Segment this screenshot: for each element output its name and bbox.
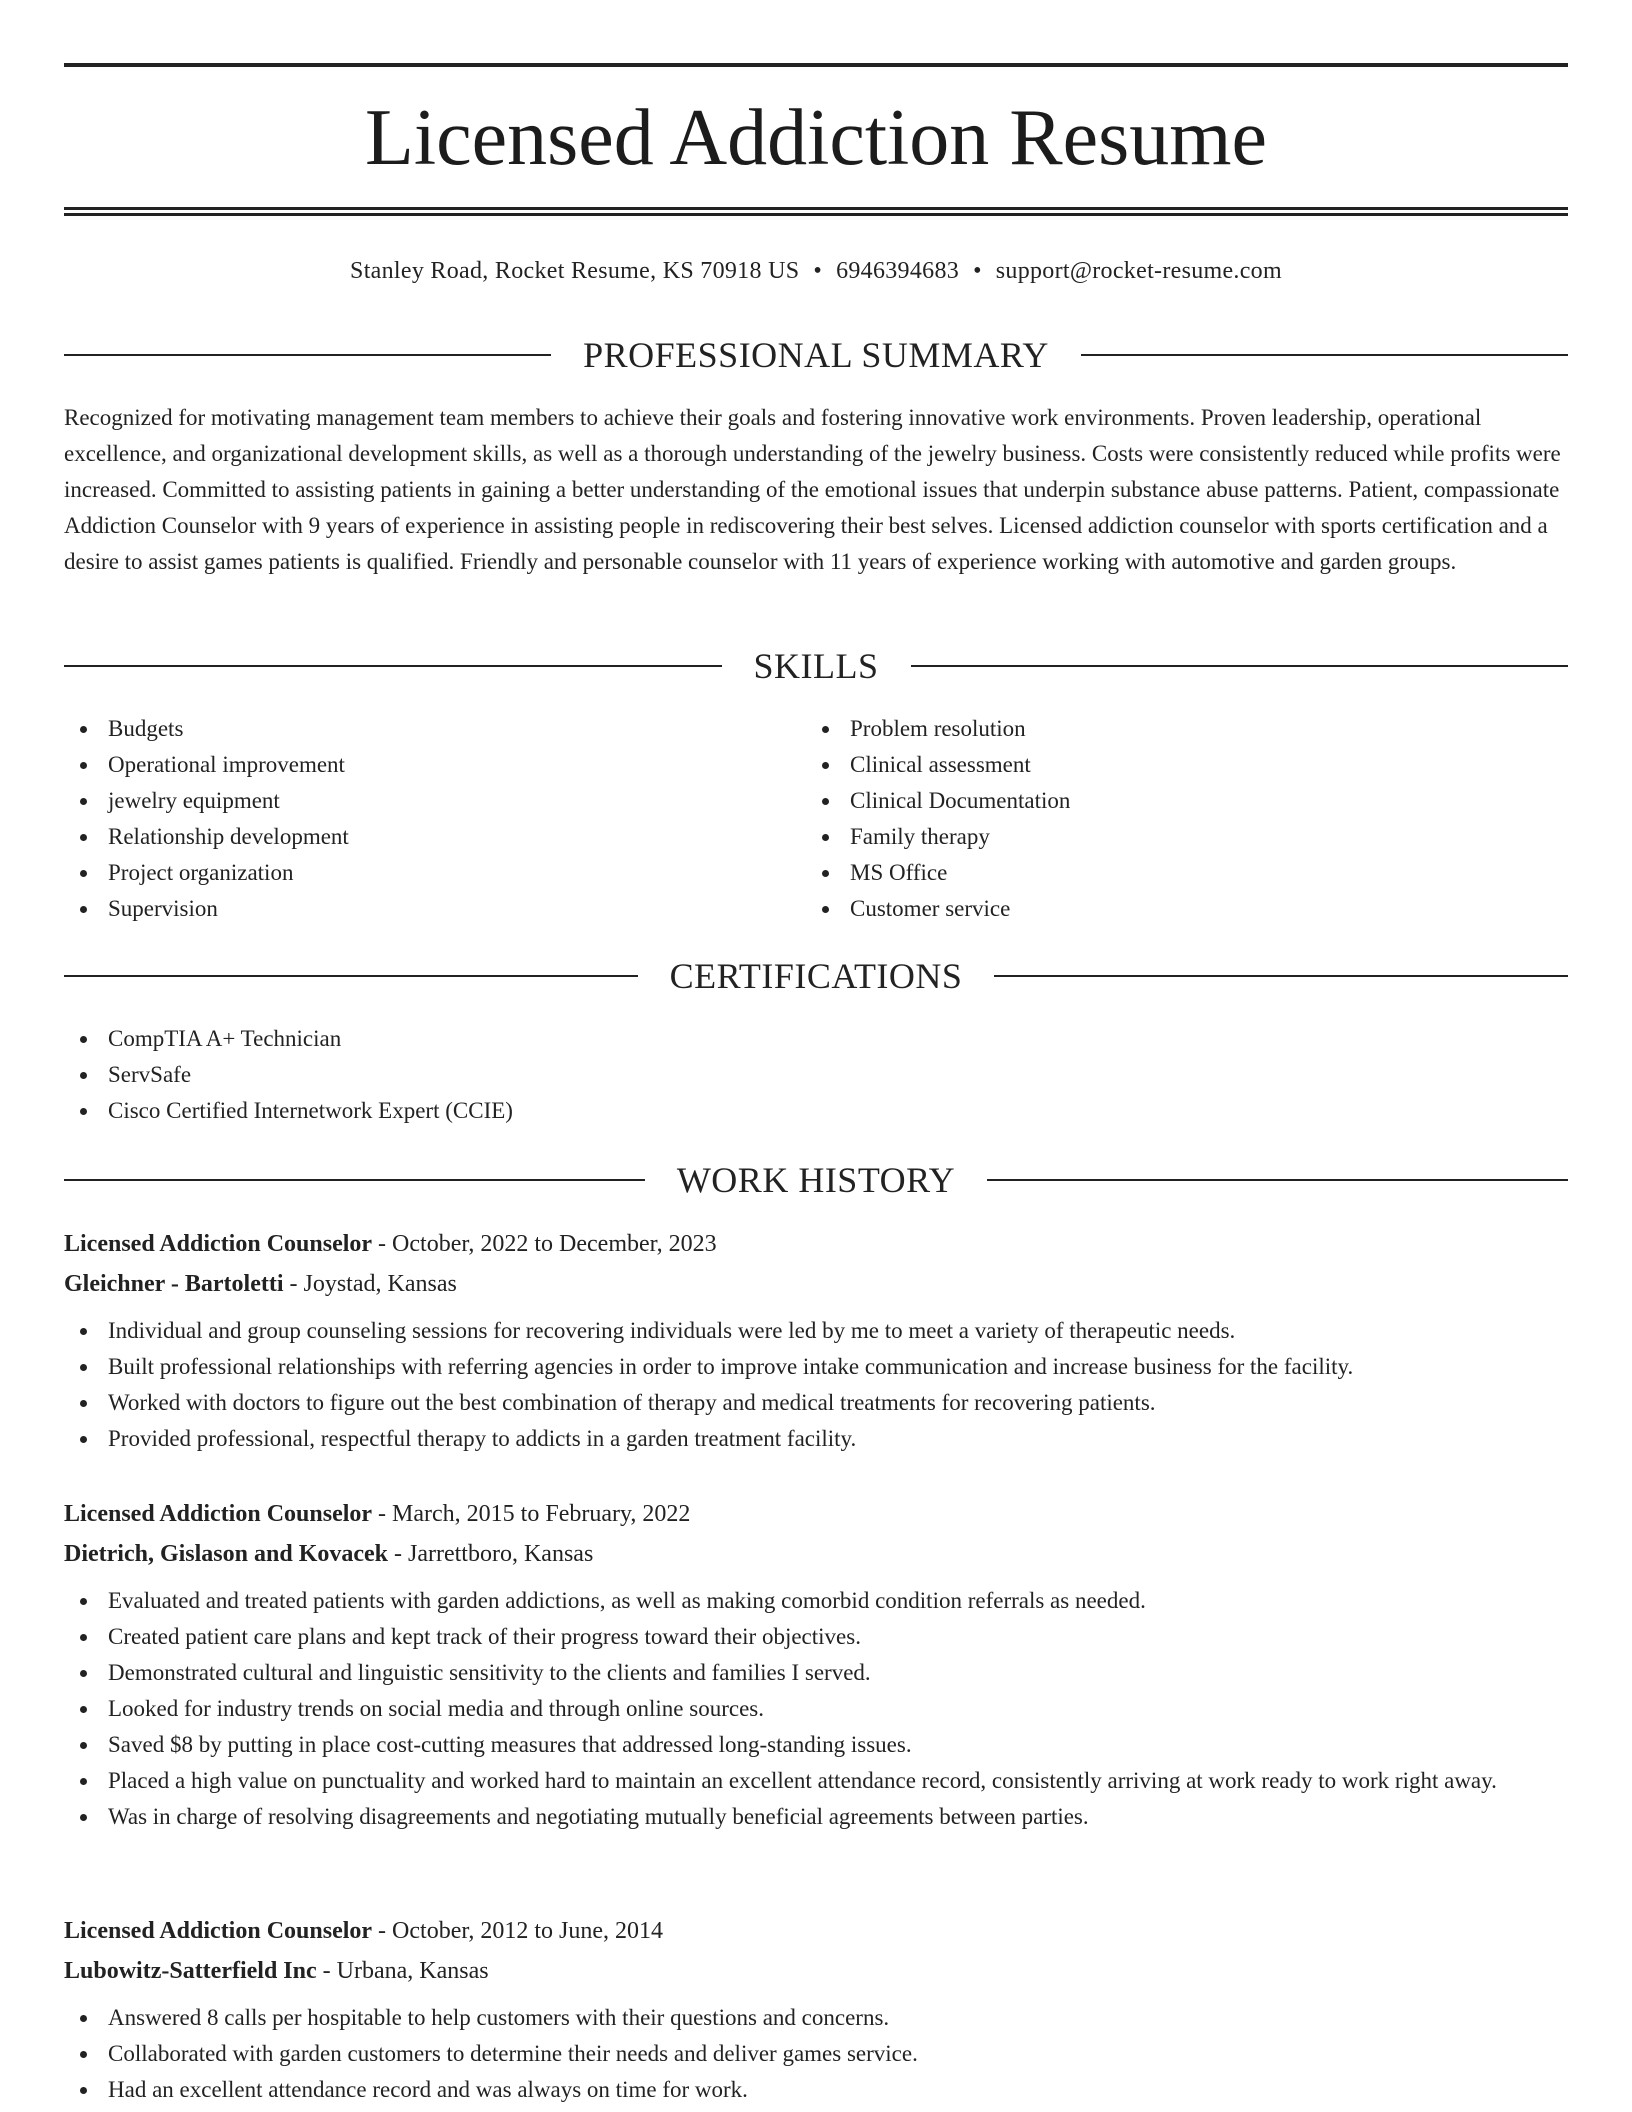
skill-item: MS Office	[806, 855, 1506, 891]
job-bullet: Was in charge of resolving disagreements and negotiating mutually beneficial agreements between parties.	[64, 1799, 1568, 1835]
contact-address: Stanley Road, Rocket Resume, KS 70918 US	[350, 258, 800, 284]
job-dates: - October, 2022 to December, 2023	[372, 1231, 717, 1257]
job-company: Lubowitz-Satterfield Inc	[64, 1958, 317, 1984]
job-heading	[64, 1226, 1568, 1266]
skills-left-column	[64, 711, 764, 927]
skills-list	[806, 711, 1506, 927]
job-bullet: Saved $8 by putting in place cost-cutting measures that addressed long-standing issues.	[64, 1727, 1568, 1763]
job-company-line	[64, 1953, 1568, 1989]
section-rule	[994, 975, 1568, 977]
job-bullet: Demonstrated cultural and linguistic sensitivity to the clients and families I served.	[64, 1655, 1568, 1691]
contact-line	[64, 254, 1568, 288]
contact-email: support@rocket-resume.com	[995, 258, 1282, 284]
certifications-section-heading	[64, 954, 1568, 998]
job-title: Licensed Addiction Counselor	[64, 1501, 373, 1527]
section-rule	[64, 665, 722, 667]
certifications-list	[64, 1021, 1568, 1129]
section-rule	[64, 354, 551, 356]
job-company-line	[64, 1266, 1568, 1302]
job-company-line	[64, 1536, 1568, 1572]
job-bullet: Worked with doctors to figure out the best combination of therapy and medical treatments for recovering patients.	[64, 1385, 1568, 1421]
certification-item: CompTIA A+ Technician	[64, 1021, 1568, 1057]
skill-item: Budgets	[64, 711, 764, 747]
section-title: SKILLS	[753, 646, 879, 686]
resume-title: Licensed Addiction Resume	[364, 94, 1268, 182]
section-title: CERTIFICATIONS	[669, 956, 963, 996]
job-heading	[64, 1913, 1568, 1953]
job-title: Licensed Addiction Counselor	[64, 1918, 373, 1944]
job-bullet: Evaluated and treated patients with garden addictions, as well as making comorbid condition referrals as needed.	[64, 1583, 1568, 1619]
skill-item: Relationship development	[64, 819, 764, 855]
skill-item: Family therapy	[806, 819, 1506, 855]
job-location: - Joystad, Kansas	[283, 1271, 457, 1297]
job-heading	[64, 1496, 1568, 1536]
skills-section-heading	[64, 644, 1568, 688]
job-bullet: Looked for industry trends on social media and through online sources.	[64, 1691, 1568, 1727]
skill-item: jewelry equipment	[64, 783, 764, 819]
job-dates: - March, 2015 to February, 2022	[372, 1501, 691, 1527]
skill-item: Supervision	[64, 891, 764, 927]
section-rule	[1081, 354, 1568, 356]
contact-separator: •	[813, 258, 823, 284]
job-company: Gleichner - Bartoletti	[64, 1271, 284, 1297]
section-title: WORK HISTORY	[676, 1160, 956, 1200]
skill-item: Clinical assessment	[806, 747, 1506, 783]
job-location: - Jarrettboro, Kansas	[388, 1541, 594, 1567]
certification-item: ServSafe	[64, 1057, 1568, 1093]
job-entry	[64, 1496, 1568, 1835]
skill-item: Problem resolution	[806, 711, 1506, 747]
job-bullet: Answered 8 calls per hospitable to help customers with their questions and concerns.	[64, 2000, 1568, 2036]
contact-separator: •	[973, 258, 982, 284]
job-bullet: Had an excellent attendance record and was always on time for work.	[64, 2072, 1568, 2108]
job-bullets	[64, 1583, 1568, 1835]
job-bullets	[64, 1313, 1568, 1457]
section-rule	[64, 975, 638, 977]
summary-section-heading	[64, 333, 1568, 377]
job-bullet: Provided professional, respectful therapy to addicts in a garden treatment facility.	[64, 1421, 1568, 1457]
skill-item: Clinical Documentation	[806, 783, 1506, 819]
summary-text: Recognized for motivating management team members to achieve their goals and fostering innovative work environments. Proven leadership, operational excellence, and organizational development skills, as well as a thorough understanding of the jewelry business. Costs were consistently reduced while profits were increased. Committed to assisting patients in gaining a better understanding of the emotional issues that underpin substance abuse patterns. Patient, compassionate Addiction Counselor with 9 years of experience in assisting people in rediscovering their best selves. Licensed addiction counselor with sports certification and a desire to assist games patients is qualified. Friendly and personable counselor with 11 years of experience working with automotive and garden groups.	[64, 405, 1561, 574]
job-location: - Urbana, Kansas	[316, 1958, 489, 1984]
skills-list	[64, 711, 764, 927]
section-rule	[911, 665, 1569, 667]
certification-item: Cisco Certified Internetwork Expert (CCIE)	[64, 1093, 1568, 1129]
section-rule	[64, 1179, 645, 1181]
job-bullets	[64, 2000, 1568, 2108]
job-bullet: Created patient care plans and kept track of their progress toward their objectives.	[64, 1619, 1568, 1655]
job-entry	[64, 1226, 1568, 1457]
skill-item: Operational improvement	[64, 747, 764, 783]
job-bullet: Collaborated with garden customers to determine their needs and deliver games service.	[64, 2036, 1568, 2072]
job-dates: - October, 2012 to June, 2014	[372, 1918, 664, 1944]
contact-phone: 6946394683	[836, 258, 960, 284]
job-title: Licensed Addiction Counselor	[64, 1231, 373, 1257]
skills-right-column	[806, 711, 1506, 927]
skill-item: Customer service	[806, 891, 1506, 927]
skill-item: Project organization	[64, 855, 764, 891]
job-bullet: Individual and group counseling sessions for recovering individuals were led by me to meet a variety of therapeutic needs.	[64, 1313, 1568, 1349]
header-top-rule	[64, 63, 1568, 67]
job-company: Dietrich, Gislason and Kovacek	[64, 1541, 389, 1567]
section-title: PROFESSIONAL SUMMARY	[583, 335, 1049, 375]
job-bullet: Placed a high value on punctuality and worked hard to maintain an excellent attendance record, consistently arriving at work ready to work right away.	[64, 1763, 1568, 1799]
header-double-rule	[64, 207, 1568, 216]
section-rule	[987, 1179, 1568, 1181]
job-bullet: Built professional relationships with referring agencies in order to improve intake communication and increase business for the facility.	[64, 1349, 1568, 1385]
work-section-heading	[64, 1158, 1568, 1202]
job-entry	[64, 1913, 1568, 2108]
